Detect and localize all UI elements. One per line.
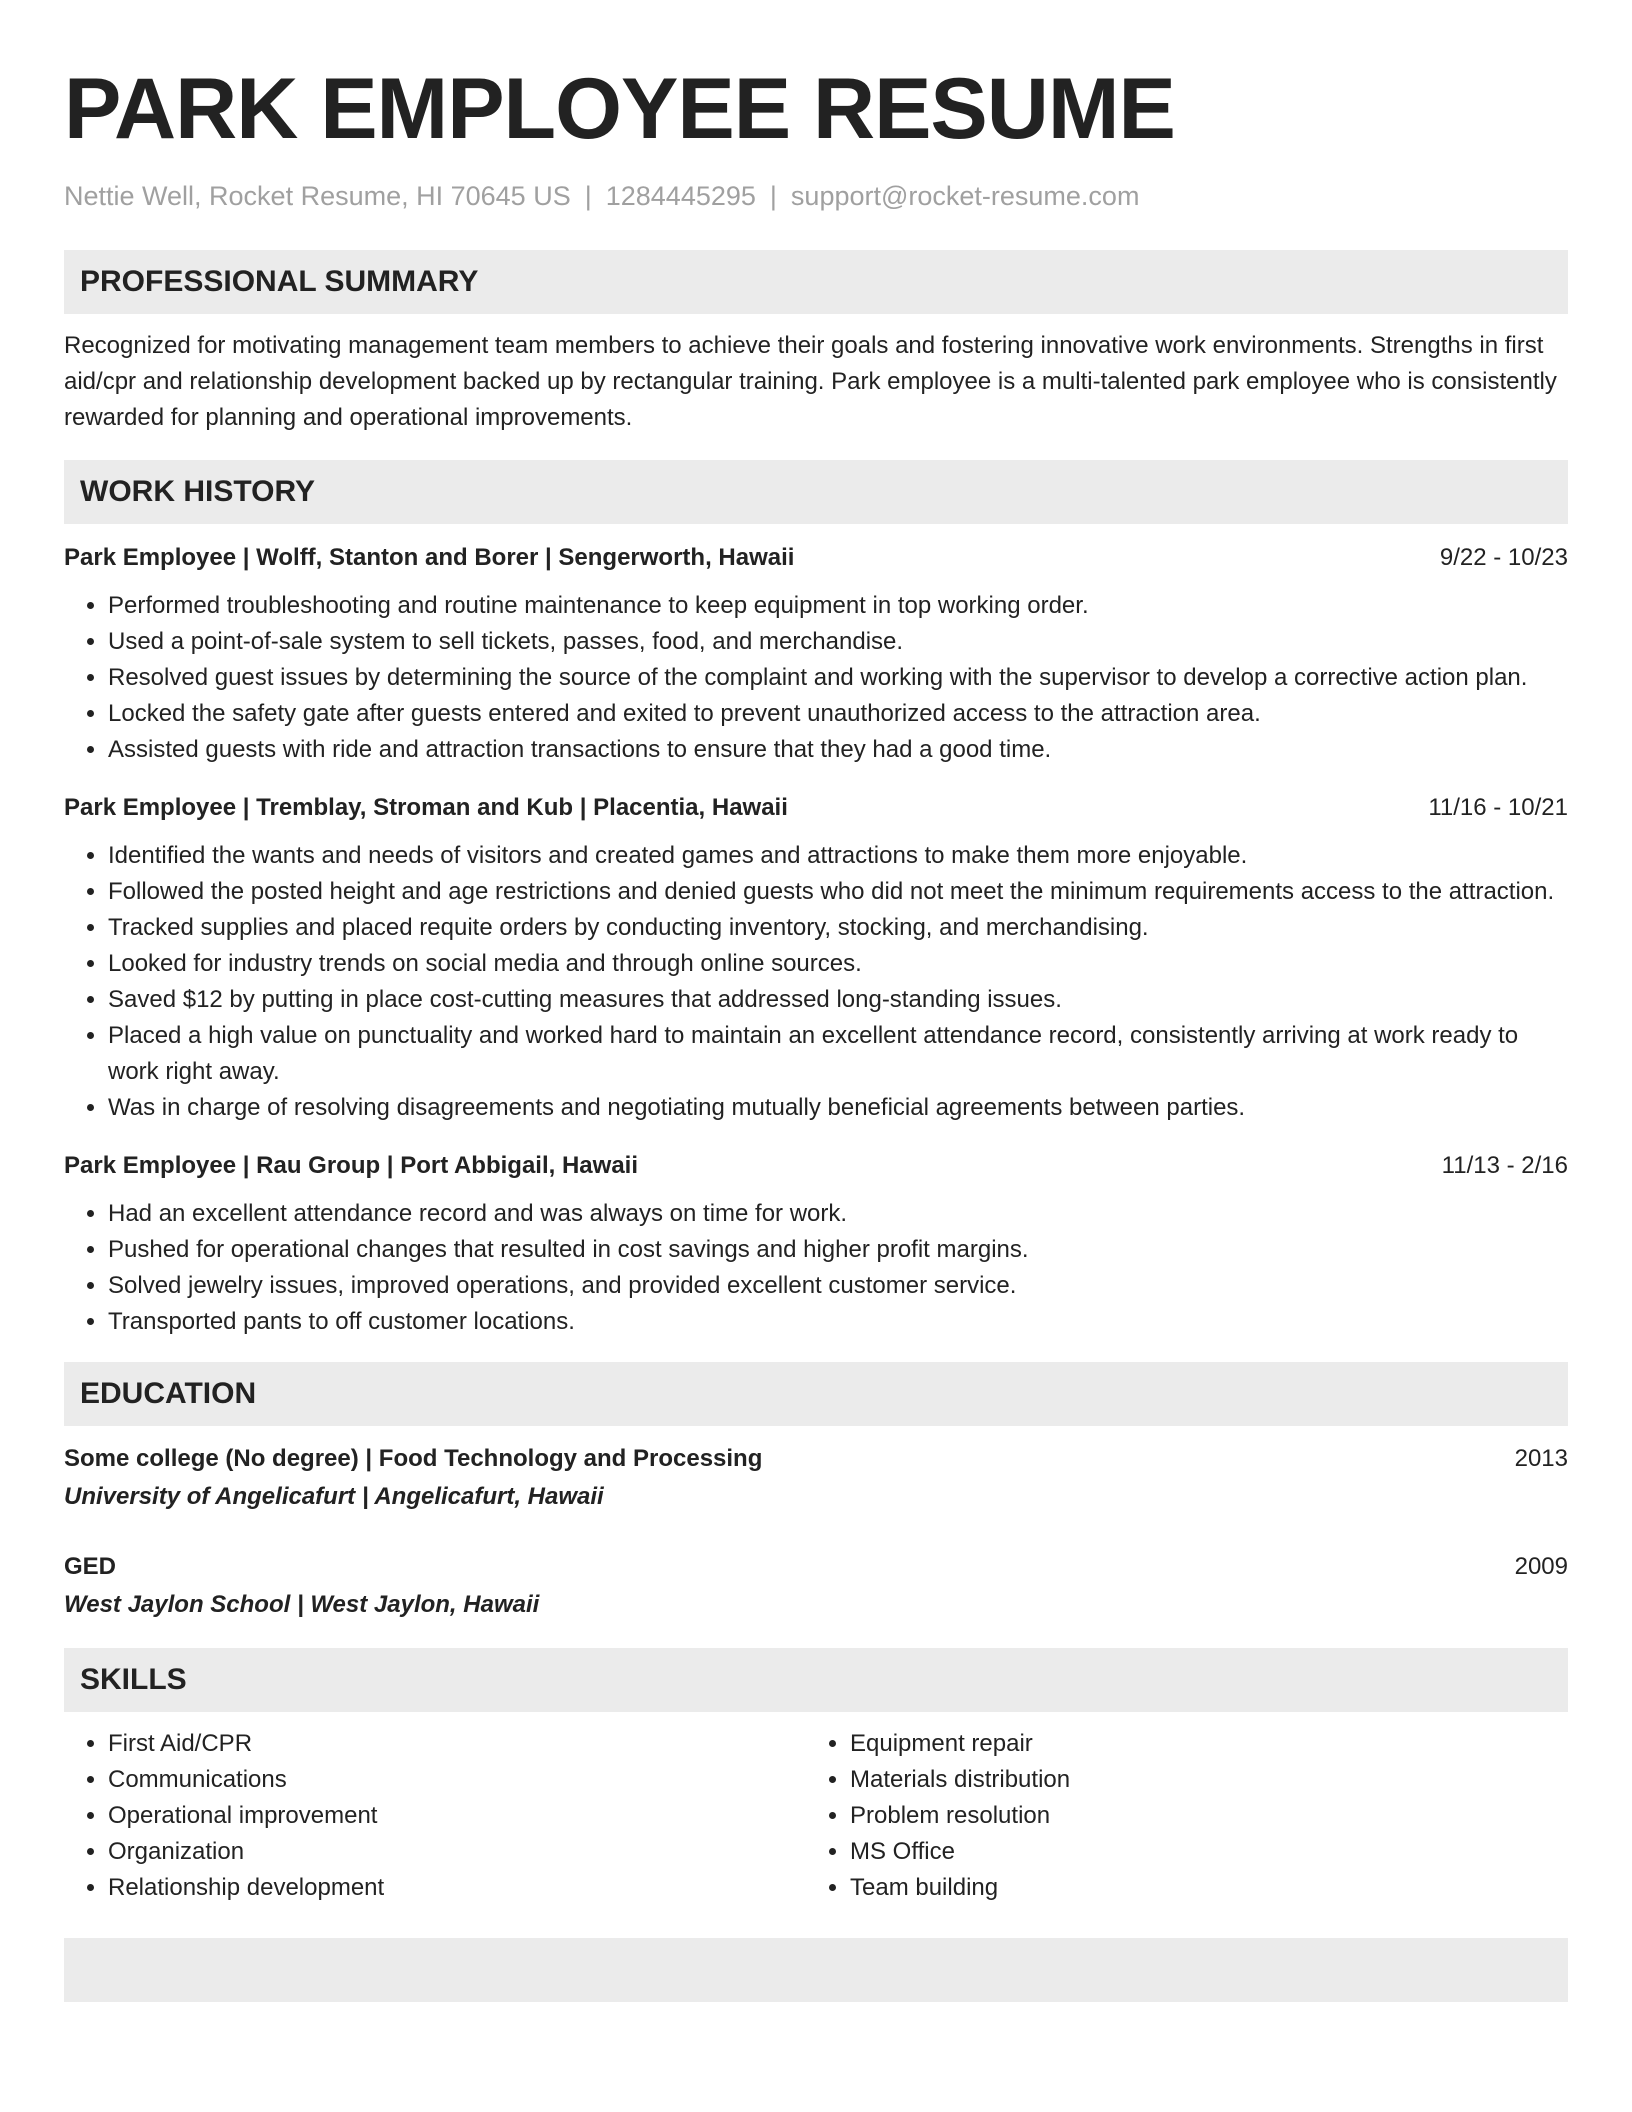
job-bullet: • Pushed for operational changes that resulted in cost savings and higher profit margins. (108, 1232, 1568, 1268)
job-header (64, 1148, 1568, 1184)
job-header (64, 790, 1568, 826)
job-bullet: • Locked the safety gate after guests entered and exited to prevent unauthorized access to the attraction area. (108, 696, 1568, 732)
contact-email: support@rocket-resume.com (790, 181, 1140, 211)
education-entry (64, 1440, 1568, 1516)
education-school: West Jaylon School | West Jaylon, Hawaii (64, 1591, 540, 1619)
education-header (64, 1548, 1568, 1586)
skills-list (806, 1726, 1548, 1906)
section-header-education: EDUCATION (64, 1362, 1568, 1426)
contact-line (64, 180, 1568, 212)
job-bullet: • Identified the wants and needs of visitors and created games and attractions to make them more enjoyable. (108, 838, 1568, 874)
job-bullet: • Looked for industry trends on social media and through online sources. (108, 946, 1568, 982)
job-bullet: • Placed a high value on punctuality and worked hard to maintain an excellent attendance record, consistently arriving at work ready to work right away. (108, 1018, 1568, 1090)
job-entry (64, 540, 1568, 768)
job-bullet: • Performed troubleshooting and routine maintenance to keep equipment in top working order. (108, 588, 1568, 624)
education-year: 2013 (1514, 1445, 1568, 1473)
job-title: Park Employee | Wolff, Stanton and Borer | Sengerworth, Hawaii (64, 544, 795, 572)
education-degree: GED (64, 1553, 117, 1581)
skills-list (64, 1726, 806, 1906)
job-bullets (64, 838, 1568, 1126)
skill-item: • Operational improvement (108, 1798, 806, 1834)
job-title: Park Employee | Tremblay, Stroman and Kub | Placentia, Hawaii (64, 794, 788, 822)
skills-column-right (806, 1726, 1548, 1906)
job-bullets (64, 588, 1568, 768)
education-entry (64, 1548, 1568, 1624)
job-entry (64, 790, 1568, 1126)
job-bullet: • Assisted guests with ride and attraction transactions to ensure that they had a good time. (108, 732, 1568, 768)
skill-item: • Materials distribution (850, 1762, 1548, 1798)
skill-item: • First Aid/CPR (108, 1726, 806, 1762)
job-entry (64, 1148, 1568, 1340)
job-bullet: • Solved jewelry issues, improved operations, and provided excellent customer service. (108, 1268, 1568, 1304)
skills-column-left (64, 1726, 806, 1906)
job-bullet: • Tracked supplies and placed requite orders by conducting inventory, stocking, and merchandising. (108, 910, 1568, 946)
skill-item: • Team building (850, 1870, 1548, 1906)
section-header-skills: SKILLS (64, 1648, 1568, 1712)
job-bullet: • Followed the posted height and age restrictions and denied guests who did not meet the minimum requirements access to the attraction. (108, 874, 1568, 910)
job-bullet: • Was in charge of resolving disagreements and negotiating mutually beneficial agreements between parties. (108, 1090, 1568, 1126)
job-bullet: • Resolved guest issues by determining the source of the complaint and working with the supervisor to develop a corrective action plan. (108, 660, 1568, 696)
skill-item: • Relationship development (108, 1870, 806, 1906)
resume-title: PARK EMPLOYEE RESUME (64, 61, 1175, 157)
job-bullet: • Had an excellent attendance record and was always on time for work. (108, 1196, 1568, 1232)
education-school: University of Angelicafurt | Angelicafurt, Hawaii (64, 1483, 604, 1511)
skill-item: • Organization (108, 1834, 806, 1870)
skill-item: • Equipment repair (850, 1726, 1548, 1762)
job-dates: 11/13 - 2/16 (1441, 1152, 1568, 1180)
contact-separator: | (584, 181, 592, 211)
job-dates: 9/22 - 10/23 (1439, 544, 1568, 572)
section-header-work-history: WORK HISTORY (64, 460, 1568, 524)
contact-phone: 1284445295 (605, 181, 756, 211)
skills-grid (64, 1726, 1568, 1906)
job-dates: 11/16 - 10/21 (1428, 794, 1568, 822)
job-header (64, 540, 1568, 576)
summary-text: Recognized for motivating management team members to achieve their goals and fostering innovative work environments. Strengths in first aid/cpr and relationship development backed up by rectangular training. Park employee is a multi-talented park employee who is consistently rewarded for planning and operational improvements. (64, 332, 1557, 432)
section-header-summary: PROFESSIONAL SUMMARY (64, 250, 1568, 314)
job-title: Park Employee | Rau Group | Port Abbigail, Hawaii (64, 1152, 638, 1180)
job-bullets (64, 1196, 1568, 1340)
skill-item: • MS Office (850, 1834, 1548, 1870)
job-bullet: • Transported pants to off customer locations. (108, 1304, 1568, 1340)
section-header-next (64, 1938, 1568, 2002)
education-year: 2009 (1514, 1553, 1568, 1581)
job-bullet: • Saved $12 by putting in place cost-cutting measures that addressed long-standing issues. (108, 982, 1568, 1018)
contact-address: Nettie Well, Rocket Resume, HI 70645 US (64, 181, 571, 211)
education-header (64, 1440, 1568, 1478)
contact-separator: | (769, 181, 777, 211)
job-bullet: • Used a point-of-sale system to sell tickets, passes, food, and merchandise. (108, 624, 1568, 660)
skill-item: • Communications (108, 1762, 806, 1798)
skill-item: • Problem resolution (850, 1798, 1548, 1834)
education-degree: Some college (No degree) | Food Technology and Processing (64, 1445, 763, 1473)
